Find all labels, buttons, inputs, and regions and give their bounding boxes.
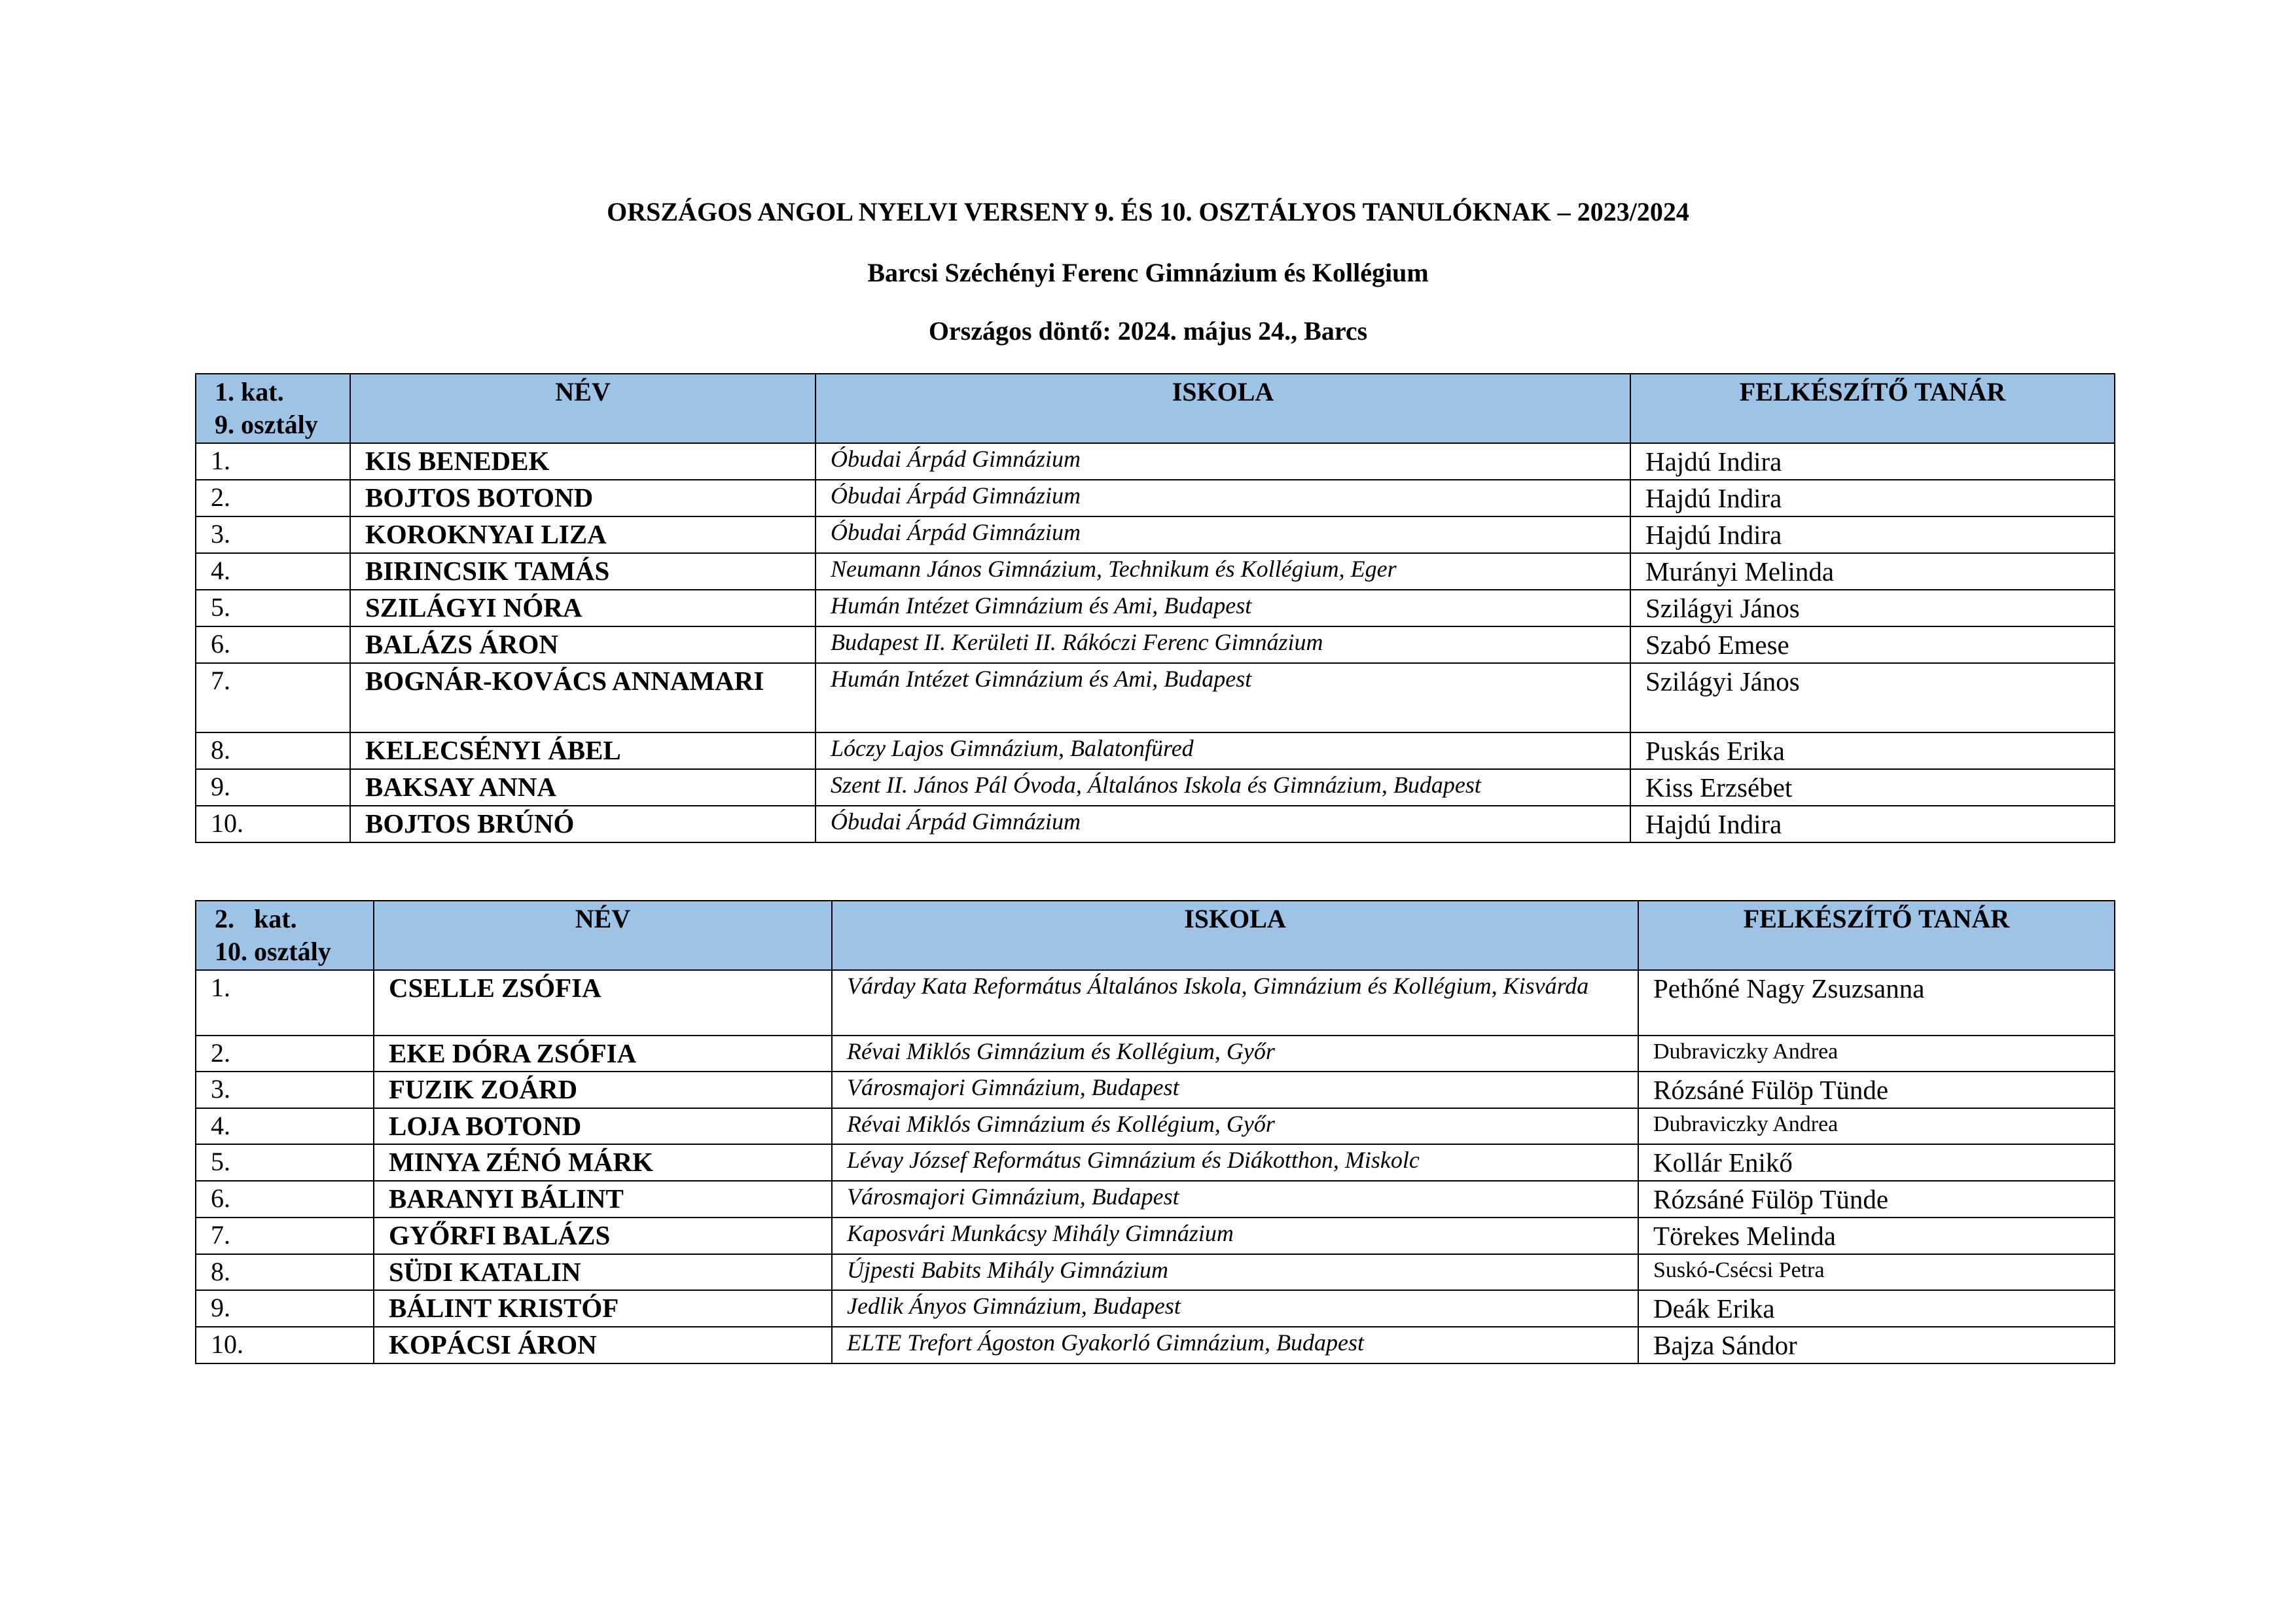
table-row [196,732,2115,769]
teacher-cell: Suskó-Csécsi Petra [1638,1254,2115,1290]
rank-cell: 1. [196,970,374,1036]
name-cell: BIRINCSIK TAMÁS [350,553,816,590]
school-cell: Óbudai Árpád Gimnázium [816,480,1630,516]
name-column-header: NÉV [374,901,832,970]
school-cell: Humán Intézet Gimnázium és Ami, Budapest [816,663,1630,732]
table-row [196,1108,2115,1144]
rank-cell: 4. [196,553,350,590]
table-row [196,1218,2115,1254]
name-cell: MINYA ZÉNÓ MÁRK [374,1144,832,1181]
school-cell: Szent II. János Pál Óvoda, Általános Iskola és Gimnázium, Budapest [816,769,1630,806]
category-label: 2. kat. [215,904,297,933]
school-cell: Óbudai Árpád Gimnázium [816,516,1630,553]
rank-cell: 8. [196,1254,374,1290]
rank-cell: 7. [196,1218,374,1254]
school-cell: Újpesti Babits Mihály Gimnázium [832,1254,1638,1290]
teacher-cell: Törekes Melinda [1638,1218,2115,1254]
teacher-cell: Hajdú Indira [1630,806,2115,842]
school-column-header: ISKOLA [832,901,1638,970]
category-label: 1. kat. [215,377,284,406]
teacher-cell: Hajdú Indira [1630,516,2115,553]
school-cell: Révai Miklós Gimnázium és Kollégium, Győr [832,1036,1638,1072]
school-cell: Várday Kata Református Általános Iskola, Gimnázium és Kollégium, Kisvárda [832,970,1638,1036]
rank-cell: 8. [196,732,350,769]
school-cell: Jedlik Ányos Gimnázium, Budapest [832,1290,1638,1327]
teacher-cell: Murányi Melinda [1630,553,2115,590]
name-cell: BOJTOS BOTOND [350,480,816,516]
teacher-cell: Rózsáné Fülöp Tünde [1638,1181,2115,1218]
school-cell: Neumann János Gimnázium, Technikum és Kollégium, Eger [816,553,1630,590]
name-cell: KIS BENEDEK [350,443,816,480]
teacher-cell: Bajza Sándor [1638,1327,2115,1363]
rank-cell: 5. [196,590,350,626]
school-column-header: ISKOLA [816,374,1630,443]
name-cell: LOJA BOTOND [374,1108,832,1144]
name-cell: SZILÁGYI NÓRA [350,590,816,626]
name-cell: KOROKNYAI LIZA [350,516,816,553]
name-cell: GYŐRFI BALÁZS [374,1218,832,1254]
table-row [196,663,2115,732]
teacher-column-header: FELKÉSZÍTŐ TANÁR [1638,901,2115,970]
rank-cell: 1. [196,443,350,480]
name-cell: BARANYI BÁLINT [374,1181,832,1218]
table-row [196,1144,2115,1181]
school-cell: Révai Miklós Gimnázium és Kollégium, Győr [832,1108,1638,1144]
final-date-location: Országos döntő: 2024. május 24., Barcs [928,316,1368,346]
teacher-cell: Hajdú Indira [1630,480,2115,516]
table-row [196,590,2115,626]
results-table-category-1 [195,373,2115,843]
school-cell: Budapest II. Kerületi II. Rákóczi Ferenc Gimnázium [816,626,1630,663]
rank-cell: 10. [196,1327,374,1363]
teacher-cell: Kiss Erzsébet [1630,769,2115,806]
teacher-cell: Szilágyi János [1630,663,2115,732]
name-cell: BAKSAY ANNA [350,769,816,806]
table-row [196,1290,2115,1327]
school-cell: Óbudai Árpád Gimnázium [816,443,1630,480]
teacher-cell: Dubraviczky Andrea [1638,1036,2115,1072]
rank-cell: 10. [196,806,350,842]
document-title: ORSZÁGOS ANGOL NYELVI VERSENY 9. ÉS 10. OSZTÁLYOS TANULÓKNAK – 2023/2024 [607,197,1689,226]
name-column-header: NÉV [350,374,816,443]
school-cell: Lévay József Református Gimnázium és Diákotthon, Miskolc [832,1144,1638,1181]
name-cell: KELECSÉNYI ÁBEL [350,732,816,769]
teacher-column-header: FELKÉSZÍTŐ TANÁR [1630,374,2115,443]
teacher-cell: Dubraviczky Andrea [1638,1108,2115,1144]
school-cell: Városmajori Gimnázium, Budapest [832,1072,1638,1108]
category-header [196,374,350,443]
table-row [196,1254,2115,1290]
table-header-row [196,901,2115,970]
rank-cell: 3. [196,1072,374,1108]
school-cell: Lóczy Lajos Gimnázium, Balatonfüred [816,732,1630,769]
teacher-cell: Rózsáné Fülöp Tünde [1638,1072,2115,1108]
rank-cell: 9. [196,769,350,806]
table-row [196,516,2115,553]
name-cell: CSELLE ZSÓFIA [374,970,832,1036]
teacher-cell: Kollár Enikő [1638,1144,2115,1181]
rank-cell: 6. [196,626,350,663]
teacher-cell: Pethőné Nagy Zsuzsanna [1638,970,2115,1036]
name-cell: FUZIK ZOÁRD [374,1072,832,1108]
teacher-cell: Szabó Emese [1630,626,2115,663]
school-cell: ELTE Trefort Ágoston Gyakorló Gimnázium, Budapest [832,1327,1638,1363]
table-header-row [196,374,2115,443]
rank-cell: 9. [196,1290,374,1327]
name-cell: BÁLINT KRISTÓF [374,1290,832,1327]
rank-cell: 4. [196,1108,374,1144]
rank-cell: 2. [196,480,350,516]
teacher-cell: Hajdú Indira [1630,443,2115,480]
table-row [196,553,2115,590]
table-row [196,1327,2115,1363]
rank-cell: 5. [196,1144,374,1181]
results-table-category-2 [195,900,2115,1364]
table-row [196,769,2115,806]
school-cell: Városmajori Gimnázium, Budapest [832,1181,1638,1218]
table-row [196,480,2115,516]
host-school: Barcsi Széchényi Ferenc Gimnázium és Kollégium [867,258,1429,287]
table-row [196,806,2115,842]
rank-cell: 3. [196,516,350,553]
name-cell: EKE DÓRA ZSÓFIA [374,1036,832,1072]
category-grade: 10. osztály [215,937,331,966]
name-cell: BOGNÁR-KOVÁCS ANNAMARI [350,663,816,732]
name-cell: SÜDI KATALIN [374,1254,832,1290]
category-grade: 9. osztály [215,410,318,439]
school-cell: Óbudai Árpád Gimnázium [816,806,1630,842]
table-row [196,626,2115,663]
category-header [196,901,374,970]
school-cell: Kaposvári Munkácsy Mihály Gimnázium [832,1218,1638,1254]
rank-cell: 7. [196,663,350,732]
table-row [196,1181,2115,1218]
table-row [196,1036,2115,1072]
name-cell: BOJTOS BRÚNÓ [350,806,816,842]
teacher-cell: Deák Erika [1638,1290,2115,1327]
teacher-cell: Puskás Erika [1630,732,2115,769]
school-cell: Humán Intézet Gimnázium és Ami, Budapest [816,590,1630,626]
rank-cell: 2. [196,1036,374,1072]
table-row [196,443,2115,480]
table-row [196,1072,2115,1108]
teacher-cell: Szilágyi János [1630,590,2115,626]
rank-cell: 6. [196,1181,374,1218]
table-row [196,970,2115,1036]
name-cell: BALÁZS ÁRON [350,626,816,663]
name-cell: KOPÁCSI ÁRON [374,1327,832,1363]
